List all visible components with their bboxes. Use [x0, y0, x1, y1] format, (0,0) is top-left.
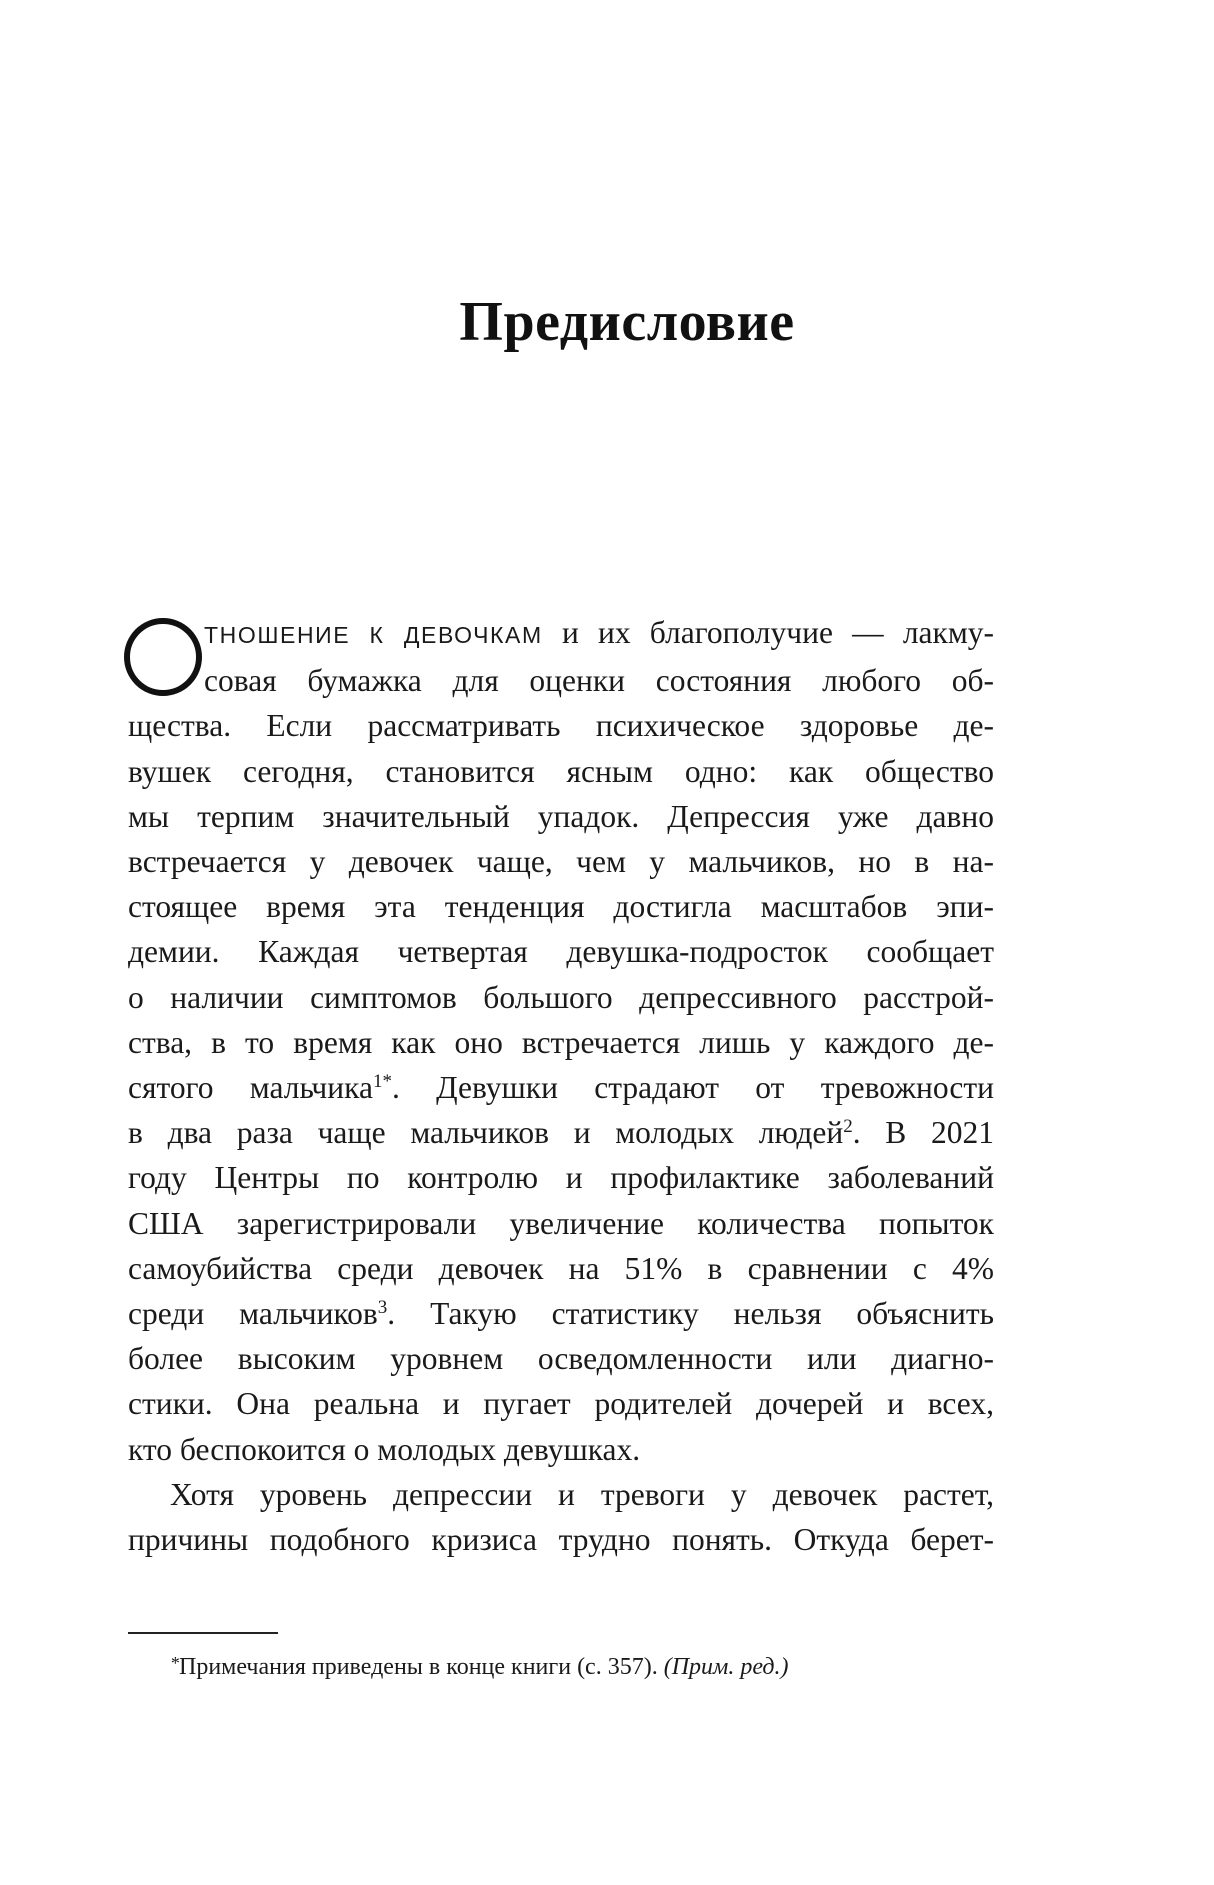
text-line: щества. Если рассматривать психическое здоровье де-: [128, 708, 994, 744]
text-line: мы терпим значительный упадок. Депрессия уже давно: [128, 798, 994, 834]
text-line: демии. Каждая четвертая девушка-подросток сообщает: [128, 934, 994, 970]
text-line: кто беспокоится о молодых девушках.: [128, 1431, 641, 1467]
text-line: встречается у девочек чаще, чем у мальчиков, но в на-: [128, 844, 994, 880]
text-line: сятого мальчика$^{1*}$. Девушки страдают от тревожности: [128, 1070, 994, 1106]
text-line: стоящее время эта тенденция достигла масштабов эпи-: [128, 889, 994, 925]
text-line: причины подобного кризиса трудно понять. Откуда берет-: [128, 1522, 994, 1558]
footnote-reference: 3: [377, 1297, 388, 1319]
body-text: [128, 610, 994, 1562]
text-line: в два раза чаще мальчиков и молодых людей$^2$. В 2021: [128, 1115, 995, 1151]
footnote-reference: 1*: [372, 1071, 392, 1093]
footnote: [170, 1648, 789, 1682]
footnote-mark: *: [170, 1653, 179, 1673]
lead-smallcaps: ТНОШЕНИЕ К ДЕВОЧКАМ: [204, 622, 543, 648]
text-line: США зарегистрировали увеличение количества попыток: [128, 1205, 994, 1241]
text-line: ТНОШЕНИЕ К ДЕВОЧКАМ и их благополучие — лакму-: [204, 615, 994, 650]
text-line: о наличии симптомов большого депрессивного расстрой-: [128, 979, 994, 1015]
text-line: самоубийства среди девочек на 51% в сравнении с 4%: [128, 1250, 994, 1286]
chapter-title: Предисловие: [459, 291, 795, 353]
text-line: совая бумажка для оценки состояния любого об-: [204, 663, 994, 699]
text-line: стики. Она реальна и пугает родителей дочерей и всех,: [128, 1386, 994, 1422]
text-line: вушек сегодня, становится ясным одно: как общество: [128, 753, 994, 789]
footnote-editor-note: (Прим. ред.): [663, 1654, 789, 1680]
text-line: году Центры по контролю и профилактике заболеваний: [128, 1160, 994, 1196]
text-line: Хотя уровень депрессии и тревоги у девочек растет,: [170, 1476, 994, 1512]
text-line: среди мальчиков$^3$. Такую статистику нельзя объяснить: [128, 1296, 994, 1332]
footnote-reference: 2: [843, 1116, 853, 1138]
footnote-divider: [128, 1632, 278, 1634]
text-line: ства, в то время как оно встречается лишь у каждого де-: [128, 1024, 994, 1060]
text-line: более высоким уровнем осведомленности или диагно-: [128, 1341, 994, 1377]
footnote-text: Примечания приведены в конце книги (с. 357).: [179, 1654, 664, 1680]
